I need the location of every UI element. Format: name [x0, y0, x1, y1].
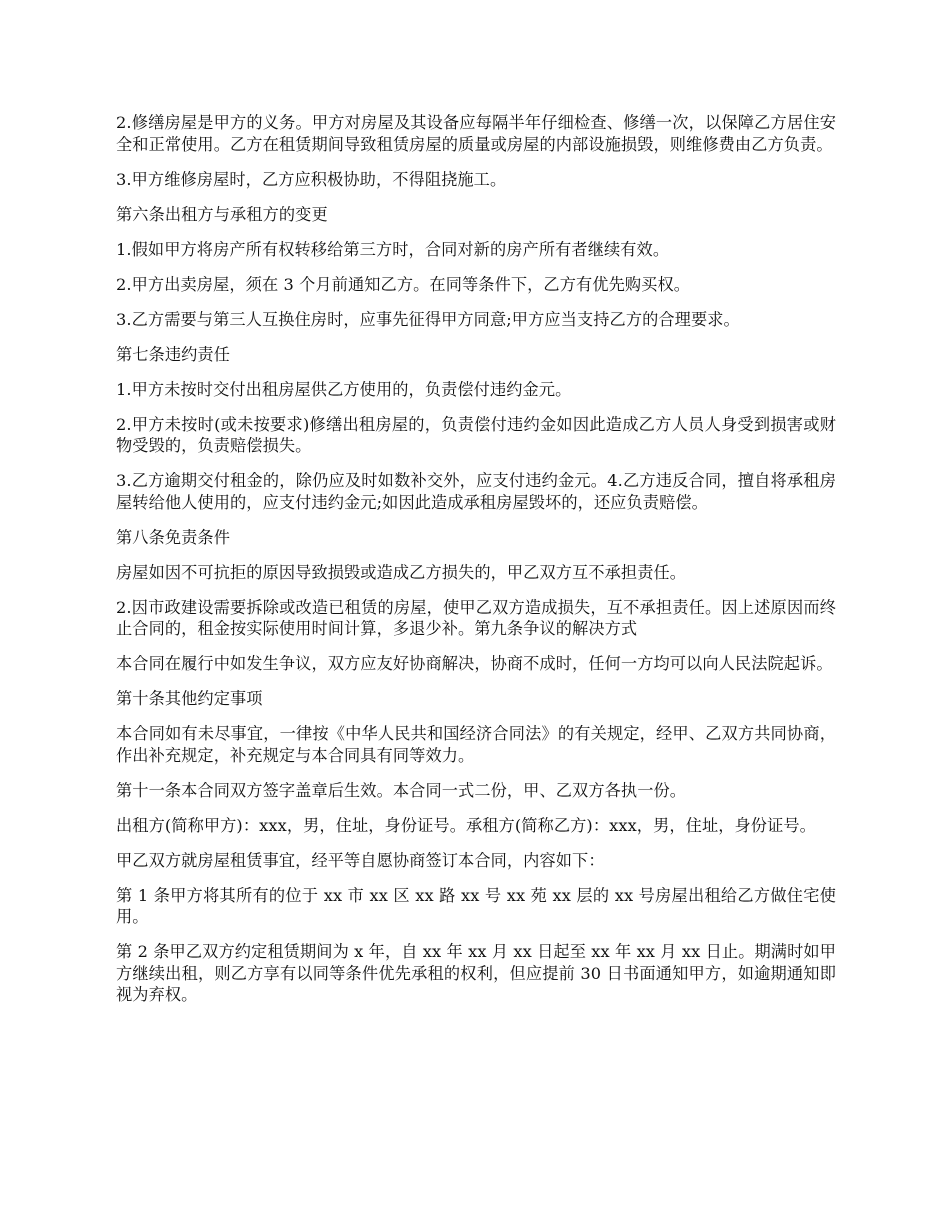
document-page [116, 112, 836, 1019]
paragraph-late-rent: 3.乙方逾期交付租金的，除仍应及时如数补交外，应支付违约金元。4.乙方违反合同，擅自将承租房屋转给他人使用的，应支付违约金元;如因此造成承租房屋毁坏的，还应负责赔偿。 [116, 471, 836, 512]
paragraph-article-2: 第 2 条甲乙双方约定租赁期间为 x 年，自 xx 年 xx 月 xx 日起至 xx 年 xx 月 xx 日止。期满时如甲方继续出租，则乙方享有以同等条件优先承租的权利，但应提前 30 日书面通知甲方，如逾期通知即视为弃权。 [116, 942, 836, 1004]
heading-article-10: 第十条其他约定事项 [116, 689, 263, 708]
paragraph-article-11: 第十一条本合同双方签字盖章后生效。本合同一式二份，甲、乙双方各执一份。 [116, 780, 687, 800]
paragraph-late-repair: 2.甲方未按时(或未按要求)修缮出租房屋的，负责偿付违约金如因此造成乙方人员人身受到损害或财物受毁的，负责赔偿损失。 [116, 414, 836, 455]
heading-article-7: 第七条违约责任 [116, 344, 231, 364]
paragraph-repair-duty: 2.修缮房屋是甲方的义务。甲方对房屋及其设备应每隔半年仔细检查、修缮一次，以保障乙方居住安全和正常使用。乙方在租赁期间导致租赁房屋的质量或房屋的内部设施损毁，则维修费由乙方负责。 [116, 113, 836, 154]
heading-article-8: 第八条免责条件 [116, 527, 231, 547]
paragraph-article-1: 第 1 条甲方将其所有的位于 xx 市 xx 区 xx 路 xx 号 xx 苑 xx 层的 xx 号房屋出租给乙方做住宅使用。 [116, 885, 836, 926]
paragraph-agreement-intro: 甲乙双方就房屋租赁事宜，经平等自愿协商签订本合同，内容如下： [116, 850, 605, 870]
paragraph-other-terms: 本合同如有未尽事宜，一律按《中华人民共和国经济合同法》的有关规定，经甲、乙双方共同协商，作出补充规定，补充规定与本合同具有同等效力。 [116, 724, 836, 765]
paragraph-force-majeure: 房屋如因不可抗拒的原因导致损毁或造成乙方损失的，甲乙双方互不承担责任。 [116, 562, 687, 582]
paragraph-transfer-ownership: 1.假如甲方将房产所有权转移给第三方时，合同对新的房产所有者继续有效。 [116, 239, 670, 259]
paragraph-exchange-housing: 3.乙方需要与第三人互换住房时，应事先征得甲方同意;甲方应当支持乙方的合理要求。 [116, 309, 740, 329]
paragraph-repair-assist: 3.甲方维修房屋时，乙方应积极协助，不得阻挠施工。 [116, 169, 507, 189]
paragraph-parties: 出租方(简称甲方)：xxx，男，住址，身份证号。承租方(简称乙方)：xxx，男，住址，身份证号。 [116, 815, 816, 835]
heading-article-6: 第六条出租方与承租方的变更 [116, 204, 328, 224]
paragraph-municipal-demolition: 2.因市政建设需要拆除或改造已租赁的房屋，使甲乙双方造成损失，互不承担责任。因上述原因而终止合同的，租金按实际使用时间计算，多退少补。第九条争议的解决方式 [116, 597, 836, 638]
paragraph-sale-notice: 2.甲方出卖房屋，须在 3 个月前通知乙方。在同等条件下，乙方有优先购买权。 [116, 274, 691, 294]
paragraph-dispute-resolution: 本合同在履行中如发生争议，双方应友好协商解决，协商不成时，任何一方均可以向人民法院起诉。 [116, 654, 833, 673]
paragraph-late-delivery: 1.甲方未按时交付出租房屋供乙方使用的，负责偿付违约金元。 [116, 379, 572, 399]
